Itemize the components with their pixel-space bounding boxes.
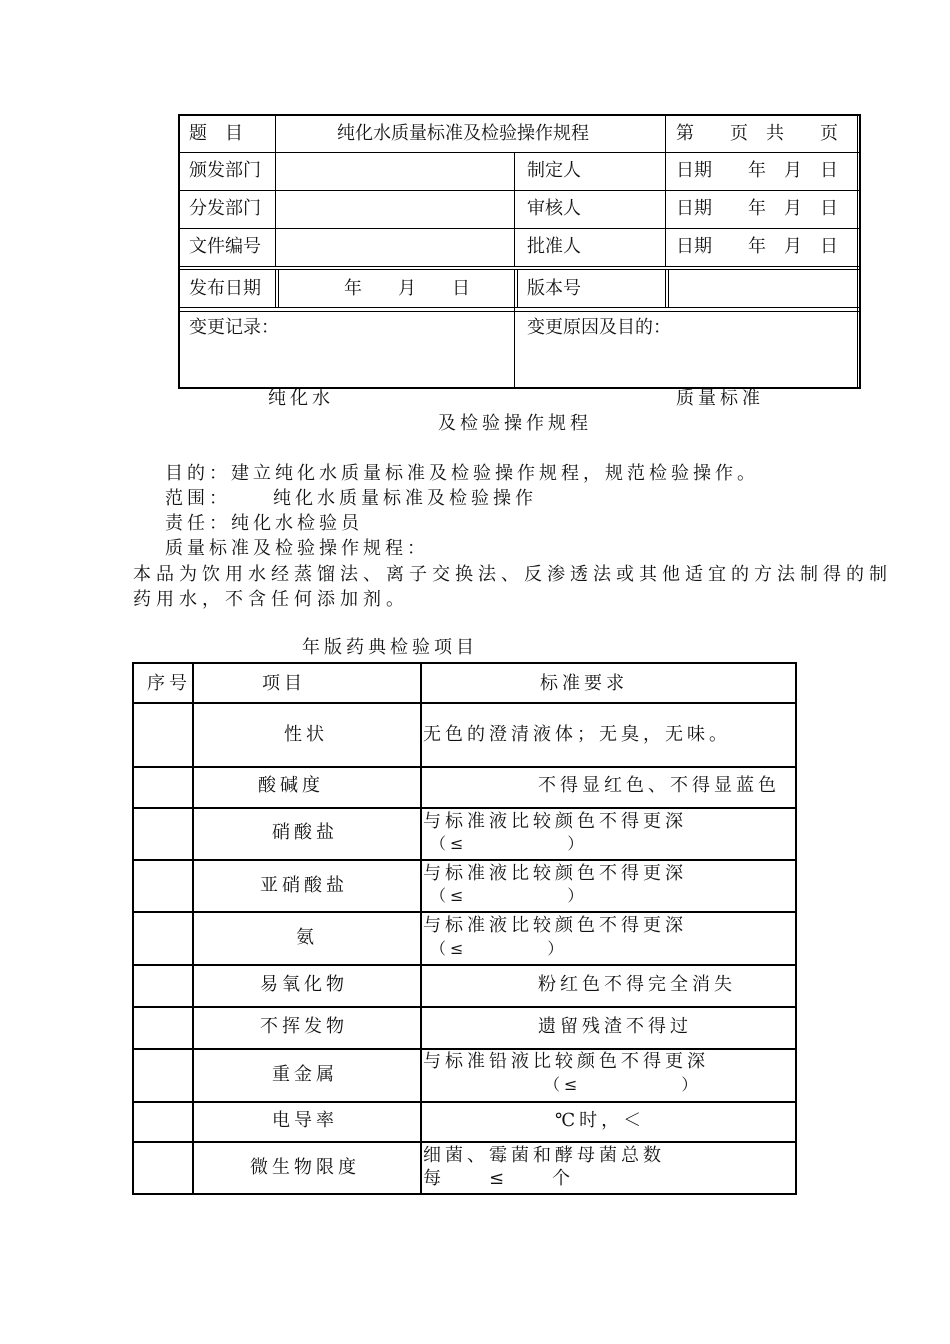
procedure-heading: 质量标准及检验操作规程： — [165, 538, 429, 559]
item-requirement: 与标准液比较颜色不得更深 — [423, 863, 687, 884]
item-requirement-limit: （≤ ） — [430, 939, 568, 958]
doc-no-label: 文件编号 — [189, 236, 261, 257]
row-divider — [180, 190, 859, 191]
row-divider — [180, 311, 859, 312]
item-requirement: ℃时，＜ — [555, 1110, 646, 1131]
header-item: 项目 — [262, 673, 306, 694]
header-no: 序号 — [147, 673, 191, 694]
item-requirement: 不得显红色、不得显蓝色 — [538, 775, 780, 796]
definition-line-1: 本品为饮用水经蒸馏法、离子交换法、反渗透法或其他适宜的方法制得的制 — [133, 564, 892, 585]
item-requirement: 与标准液比较颜色不得更深 — [423, 811, 687, 832]
row-divider — [134, 859, 795, 861]
pharmacopoeia-items-table — [132, 662, 797, 1195]
col-divider — [420, 664, 422, 1193]
row-divider — [134, 964, 795, 966]
title-value: 纯化水质量标准及检验操作规程 — [337, 123, 589, 144]
scope-label: 范围： — [165, 488, 231, 509]
item-requirement: 与标准液比较颜色不得更深 — [423, 915, 687, 936]
col-divider — [275, 269, 276, 307]
item-name: 不挥发物 — [260, 1016, 348, 1037]
page-info: 第 页 共 页 — [676, 123, 838, 144]
approver-date: 日期 年 月 日 — [676, 236, 838, 257]
row-divider — [180, 152, 859, 153]
scope-value: 纯化水质量标准及检验操作 — [273, 488, 537, 509]
col-divider — [665, 116, 666, 266]
item-requirement: 无色的澄清液体；无臭，无味。 — [423, 724, 731, 745]
item-name: 电导率 — [272, 1110, 338, 1131]
row-divider — [134, 1141, 795, 1143]
reviewer-label: 审核人 — [527, 198, 581, 219]
col-divider — [514, 152, 515, 266]
item-name: 硝酸盐 — [272, 822, 338, 843]
item-requirement-limit: （≤ ） — [430, 886, 588, 905]
publish-date-value: 年 月 日 — [344, 278, 470, 299]
row-divider — [180, 228, 859, 229]
doc-title-left: 纯化水 — [268, 388, 334, 409]
row-divider — [134, 807, 795, 809]
dist-dept-label: 分发部门 — [189, 198, 261, 219]
col-divider — [665, 269, 666, 307]
row-divider — [134, 1048, 795, 1050]
publish-date-label: 发布日期 — [189, 278, 261, 299]
item-requirement: 粉红色不得完全消失 — [538, 974, 736, 995]
item-name: 酸碱度 — [258, 775, 324, 796]
item-requirement-limit: （≤ ） — [430, 834, 588, 853]
item-name: 重金属 — [272, 1064, 338, 1085]
document-control-table — [178, 114, 861, 389]
row-divider — [180, 307, 859, 308]
header-requirement: 标准要求 — [540, 673, 628, 694]
col-divider — [517, 269, 518, 307]
doc-title-right: 质量标准 — [676, 388, 764, 409]
author-date: 日期 年 月 日 — [676, 160, 838, 181]
row-divider — [134, 1101, 795, 1103]
col-divider — [278, 269, 279, 307]
change-record-label: 变更记录： — [189, 317, 279, 338]
col-divider — [192, 664, 194, 1193]
col-divider — [857, 116, 858, 387]
col-divider — [668, 269, 669, 307]
author-label: 制定人 — [527, 160, 581, 181]
row-divider — [134, 911, 795, 913]
row-divider — [180, 269, 859, 270]
definition-line-2: 药用水，不含任何添加剂。 — [133, 589, 409, 610]
item-requirement-limit: （≤ ） — [544, 1075, 702, 1094]
doc-title-line2: 及检验操作规程 — [438, 413, 592, 434]
item-name: 微生物限度 — [250, 1157, 360, 1178]
item-name: 亚硝酸盐 — [260, 875, 348, 896]
row-divider — [134, 766, 795, 768]
row-divider — [134, 1006, 795, 1008]
item-requirement: 遗留残渣不得过 — [538, 1016, 692, 1037]
responsibility-text: 责任：纯化水检验员 — [165, 513, 363, 534]
reviewer-date: 日期 年 月 日 — [676, 198, 838, 219]
approver-label: 批准人 — [527, 236, 581, 257]
col-divider — [514, 269, 515, 387]
items-table-caption: 年版药典检验项目 — [302, 637, 478, 658]
item-name: 氨 — [296, 927, 318, 948]
item-requirement-limit: 每 ≤ 个 — [423, 1168, 575, 1189]
change-reason-label: 变更原因及目的： — [527, 317, 671, 338]
row-divider — [134, 702, 795, 704]
item-requirement: 细菌、霉菌和酵母菌总数 — [423, 1145, 665, 1166]
title-label: 题 目 — [189, 123, 243, 144]
row-divider — [180, 266, 859, 267]
version-label: 版本号 — [527, 278, 581, 299]
item-requirement: 与标准铅液比较颜色不得更深 — [423, 1051, 709, 1072]
col-divider — [275, 116, 276, 266]
item-name: 易氧化物 — [260, 974, 348, 995]
purpose-text: 目的：建立纯化水质量标准及检验操作规程，规范检验操作。 — [165, 463, 759, 484]
item-name: 性状 — [284, 724, 328, 745]
issue-dept-label: 颁发部门 — [189, 160, 261, 181]
